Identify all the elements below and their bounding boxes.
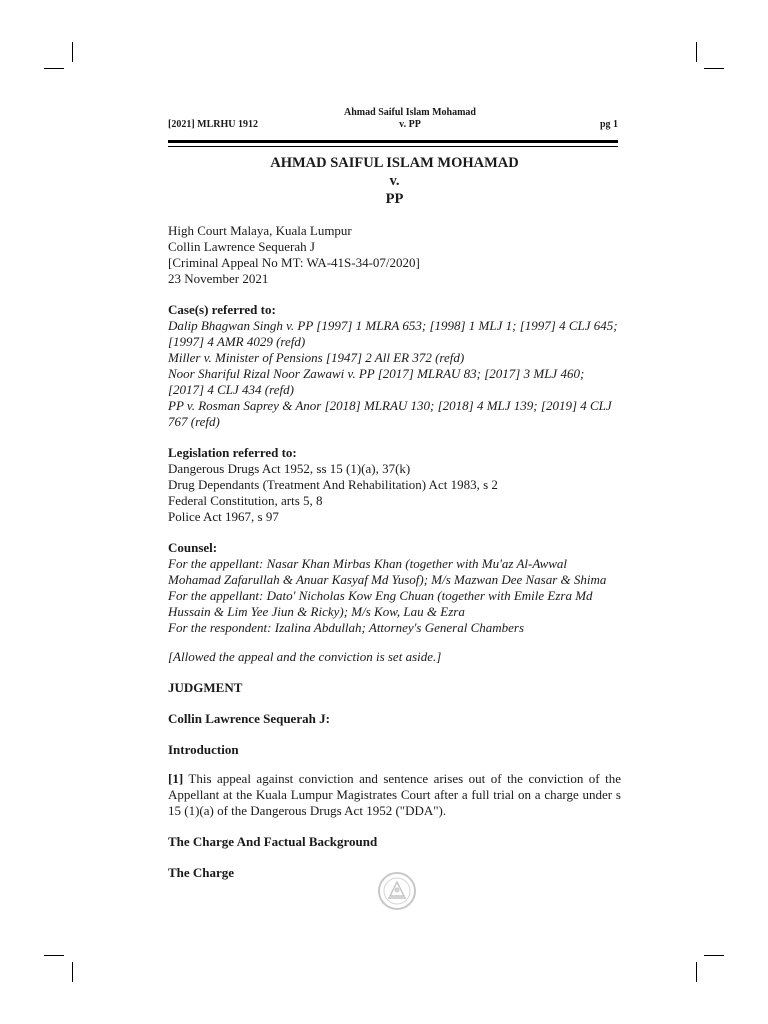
case-citation: Noor Shariful Rizal Noor Zawawi v. PP [2017] MLRAU 83; [2017] 3 MLJ 460; [2017] 4 CLJ 434 (refd) [168, 366, 585, 397]
legislation-item: Federal Constitution, arts 5, 8 [168, 493, 323, 508]
case-title-line3: PP [385, 191, 404, 207]
charge-background-heading: The Charge And Factual Background [168, 834, 378, 849]
case-title [168, 154, 621, 208]
crop-mark [44, 955, 64, 956]
document-body [168, 150, 621, 881]
counsel-entry: For the appellant: Nasar Khan Mirbas Khan (together with Mu'az Al-Awwal Mohamad Zafarullah & Anuar Kasyaf Md Yusof); M/s Mazwan Dee Nasar & Shima [168, 556, 607, 587]
case-citation: PP v. Rosman Saprey & Anor [2018] MLRAU 130; [2018] 4 MLJ 139; [2019] 4 CLJ 767 (refd) [168, 398, 612, 429]
crop-mark [44, 68, 64, 69]
header-rule-thick [168, 140, 618, 143]
judgment-heading: JUDGMENT [168, 680, 243, 695]
counsel-section [168, 540, 621, 636]
legislation-item: Drug Dependants (Treatment And Rehabilitation) Act 1983, s 2 [168, 477, 498, 492]
legislation-heading: Legislation referred to: [168, 445, 297, 460]
case-citation: Miller v. Minister of Pensions [1947] 2 All ER 372 (refd) [168, 350, 465, 365]
header-parties [260, 107, 560, 131]
header-page-number: pg 1 [599, 119, 618, 130]
judge-attribution: Collin Lawrence Sequerah J: [168, 711, 330, 726]
crop-mark [696, 962, 697, 982]
decision-date: 23 November 2021 [168, 271, 269, 286]
paragraph-number: [1] [168, 771, 184, 786]
case-title-line1: AHMAD SAIFUL ISLAM MOHAMAD [270, 155, 519, 171]
cases-heading: Case(s) referred to: [168, 302, 276, 317]
legislation-item: Dangerous Drugs Act 1952, ss 15 (1)(a), 37(k) [168, 461, 411, 476]
case-citation: Dalip Bhagwan Singh v. PP [1997] 1 MLRA 653; [1998] 1 MLJ 1; [1997] 4 CLJ 645; [1997] 4 AMR 4029 (refd) [168, 318, 618, 349]
legislation-item: Police Act 1967, s 97 [168, 509, 279, 524]
counsel-heading: Counsel: [168, 540, 218, 555]
counsel-entry: For the respondent: Izalina Abdullah; Attorney's General Chambers [168, 620, 525, 635]
appeal-number: [Criminal Appeal No MT: WA-41S-34-07/2020] [168, 255, 420, 270]
crop-mark [72, 42, 73, 62]
charge-heading: The Charge [168, 865, 235, 880]
introduction-heading: Introduction [168, 742, 239, 757]
header-rule-thin [168, 146, 618, 147]
header-party-line1: Ahmad Saiful Islam Mohamad [344, 107, 476, 118]
header-citation: [2021] MLRHU 1912 [168, 119, 258, 130]
court-name: High Court Malaya, Kuala Lumpur [168, 223, 352, 238]
cases-referred [168, 302, 621, 430]
crop-mark [696, 42, 697, 62]
crop-mark [704, 68, 724, 69]
paragraph-1 [168, 771, 621, 819]
judge-name: Collin Lawrence Sequerah J [168, 239, 315, 254]
court-info [168, 223, 621, 287]
legislation-referred [168, 445, 621, 525]
case-outcome: [Allowed the appeal and the conviction is set aside.] [168, 649, 442, 664]
crop-mark [704, 955, 724, 956]
case-title-line2: v. [389, 173, 400, 189]
header-party-line2: v. PP [399, 119, 421, 130]
seal-watermark-icon [376, 870, 418, 912]
counsel-entry: For the appellant: Dato' Nicholas Kow Eng Chuan (together with Emile Ezra Md Hussain & Lim Yee Jiun & Ricky); M/s Kow, Lau & Ezra [168, 588, 593, 619]
paragraph-text: This appeal against conviction and sentence arises out of the conviction of the Appellant at the Kuala Lumpur Magistrates Court after a full trial on a charge under s 15 (1)(a) of the Dangerous Drugs Act 1952 ("DDA"). [168, 771, 621, 818]
crop-mark [72, 962, 73, 982]
